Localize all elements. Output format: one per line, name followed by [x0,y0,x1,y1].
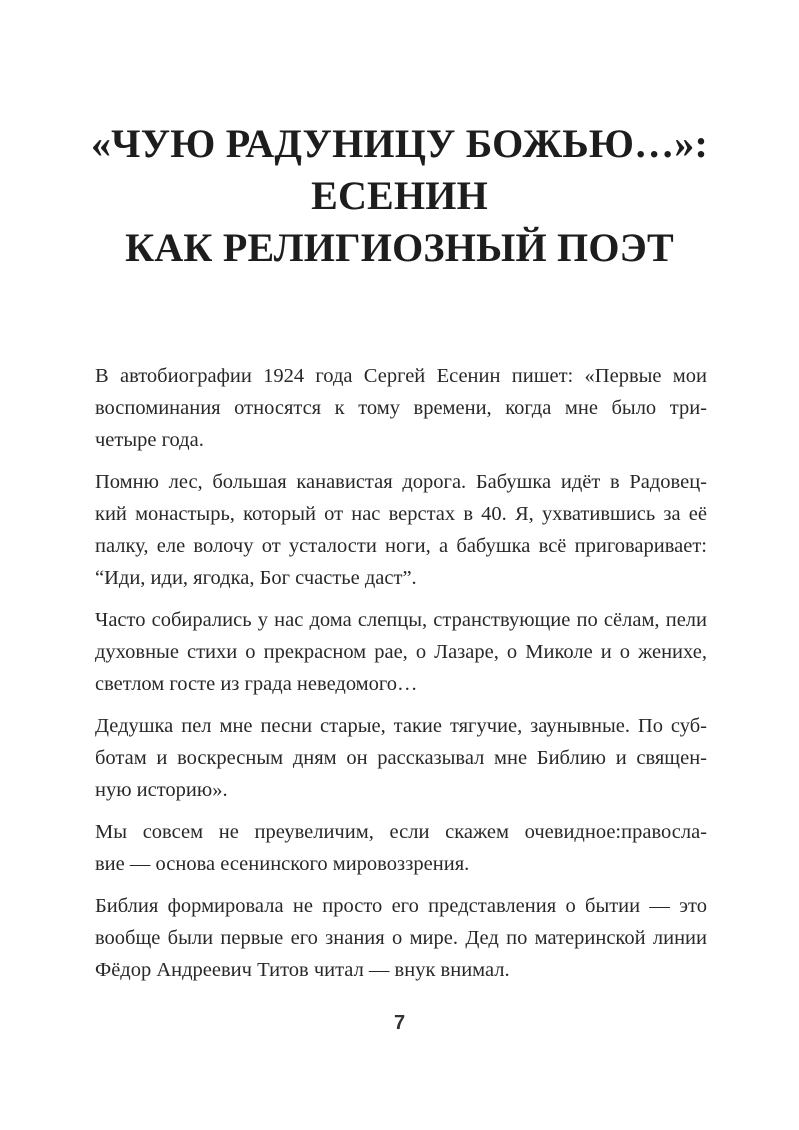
text-line: Дедушка пел мне песни старые, такие тягучие, заунывные. По суб- [95,715,707,737]
chapter-title-line: КАК РЕЛИГИОЗНЫЙ ПОЭТ [125,225,674,270]
text-line: Помню лес, большая канавистая дорога. Бабушка идёт в Радовец- [95,471,707,493]
page-number: 7 [393,1012,406,1034]
text-line: четыре года. [95,429,204,451]
text-line: кий монастырь, который от нас верстах в 40. Я, ухватившись за её [95,503,707,525]
paragraph [95,816,707,880]
paragraph [95,360,707,456]
paragraph [95,710,707,806]
page-body [95,360,707,996]
paragraph [95,890,707,986]
text-line: “Иди, иди, ягодка, Бог счастье даст”. [95,567,417,589]
chapter-title-line: ЕСЕНИН [311,173,488,218]
text-line: духовные стихи о прекрасном рае, о Лазаре, о Миколе и о женихе, [95,641,707,663]
text-line: светлом госте из града неведомого… [95,673,418,695]
text-line: ботам и воскресным дням он рассказывал мне Библию и священ- [95,747,707,769]
text-line: вообще были первые его знания о мире. Дед по материнской линии [95,927,707,949]
text-line: вие — основа есенинского мировоззрения. [95,853,470,875]
paragraph [95,604,707,700]
text-line: Часто собирались у нас дома слепцы, странствующие по сёлам, пели [95,609,707,631]
text-line: Мы совсем не преувеличим, если скажем очевидное:правосла- [95,821,707,843]
chapter-title [0,118,799,274]
chapter-title-line: «ЧУЮ РАДУНИЦУ БОЖЬЮ…»: [90,121,709,166]
paragraph [95,466,707,594]
text-line: воспоминания относятся к тому времени, когда мне было три- [95,397,707,419]
text-line: Библия формировала не просто его представления о бытии — это [95,895,707,917]
text-line: Фёдор Андреевич Титов читал — внук внимал. [95,959,510,981]
text-line: В автобиографии 1924 года Сергей Есенин пишет: «Первые мои [95,365,707,387]
text-line: ную историю». [95,779,228,801]
text-line: палку, еле волочу от усталости ноги, а бабушка всё приговаривает: [95,535,707,557]
